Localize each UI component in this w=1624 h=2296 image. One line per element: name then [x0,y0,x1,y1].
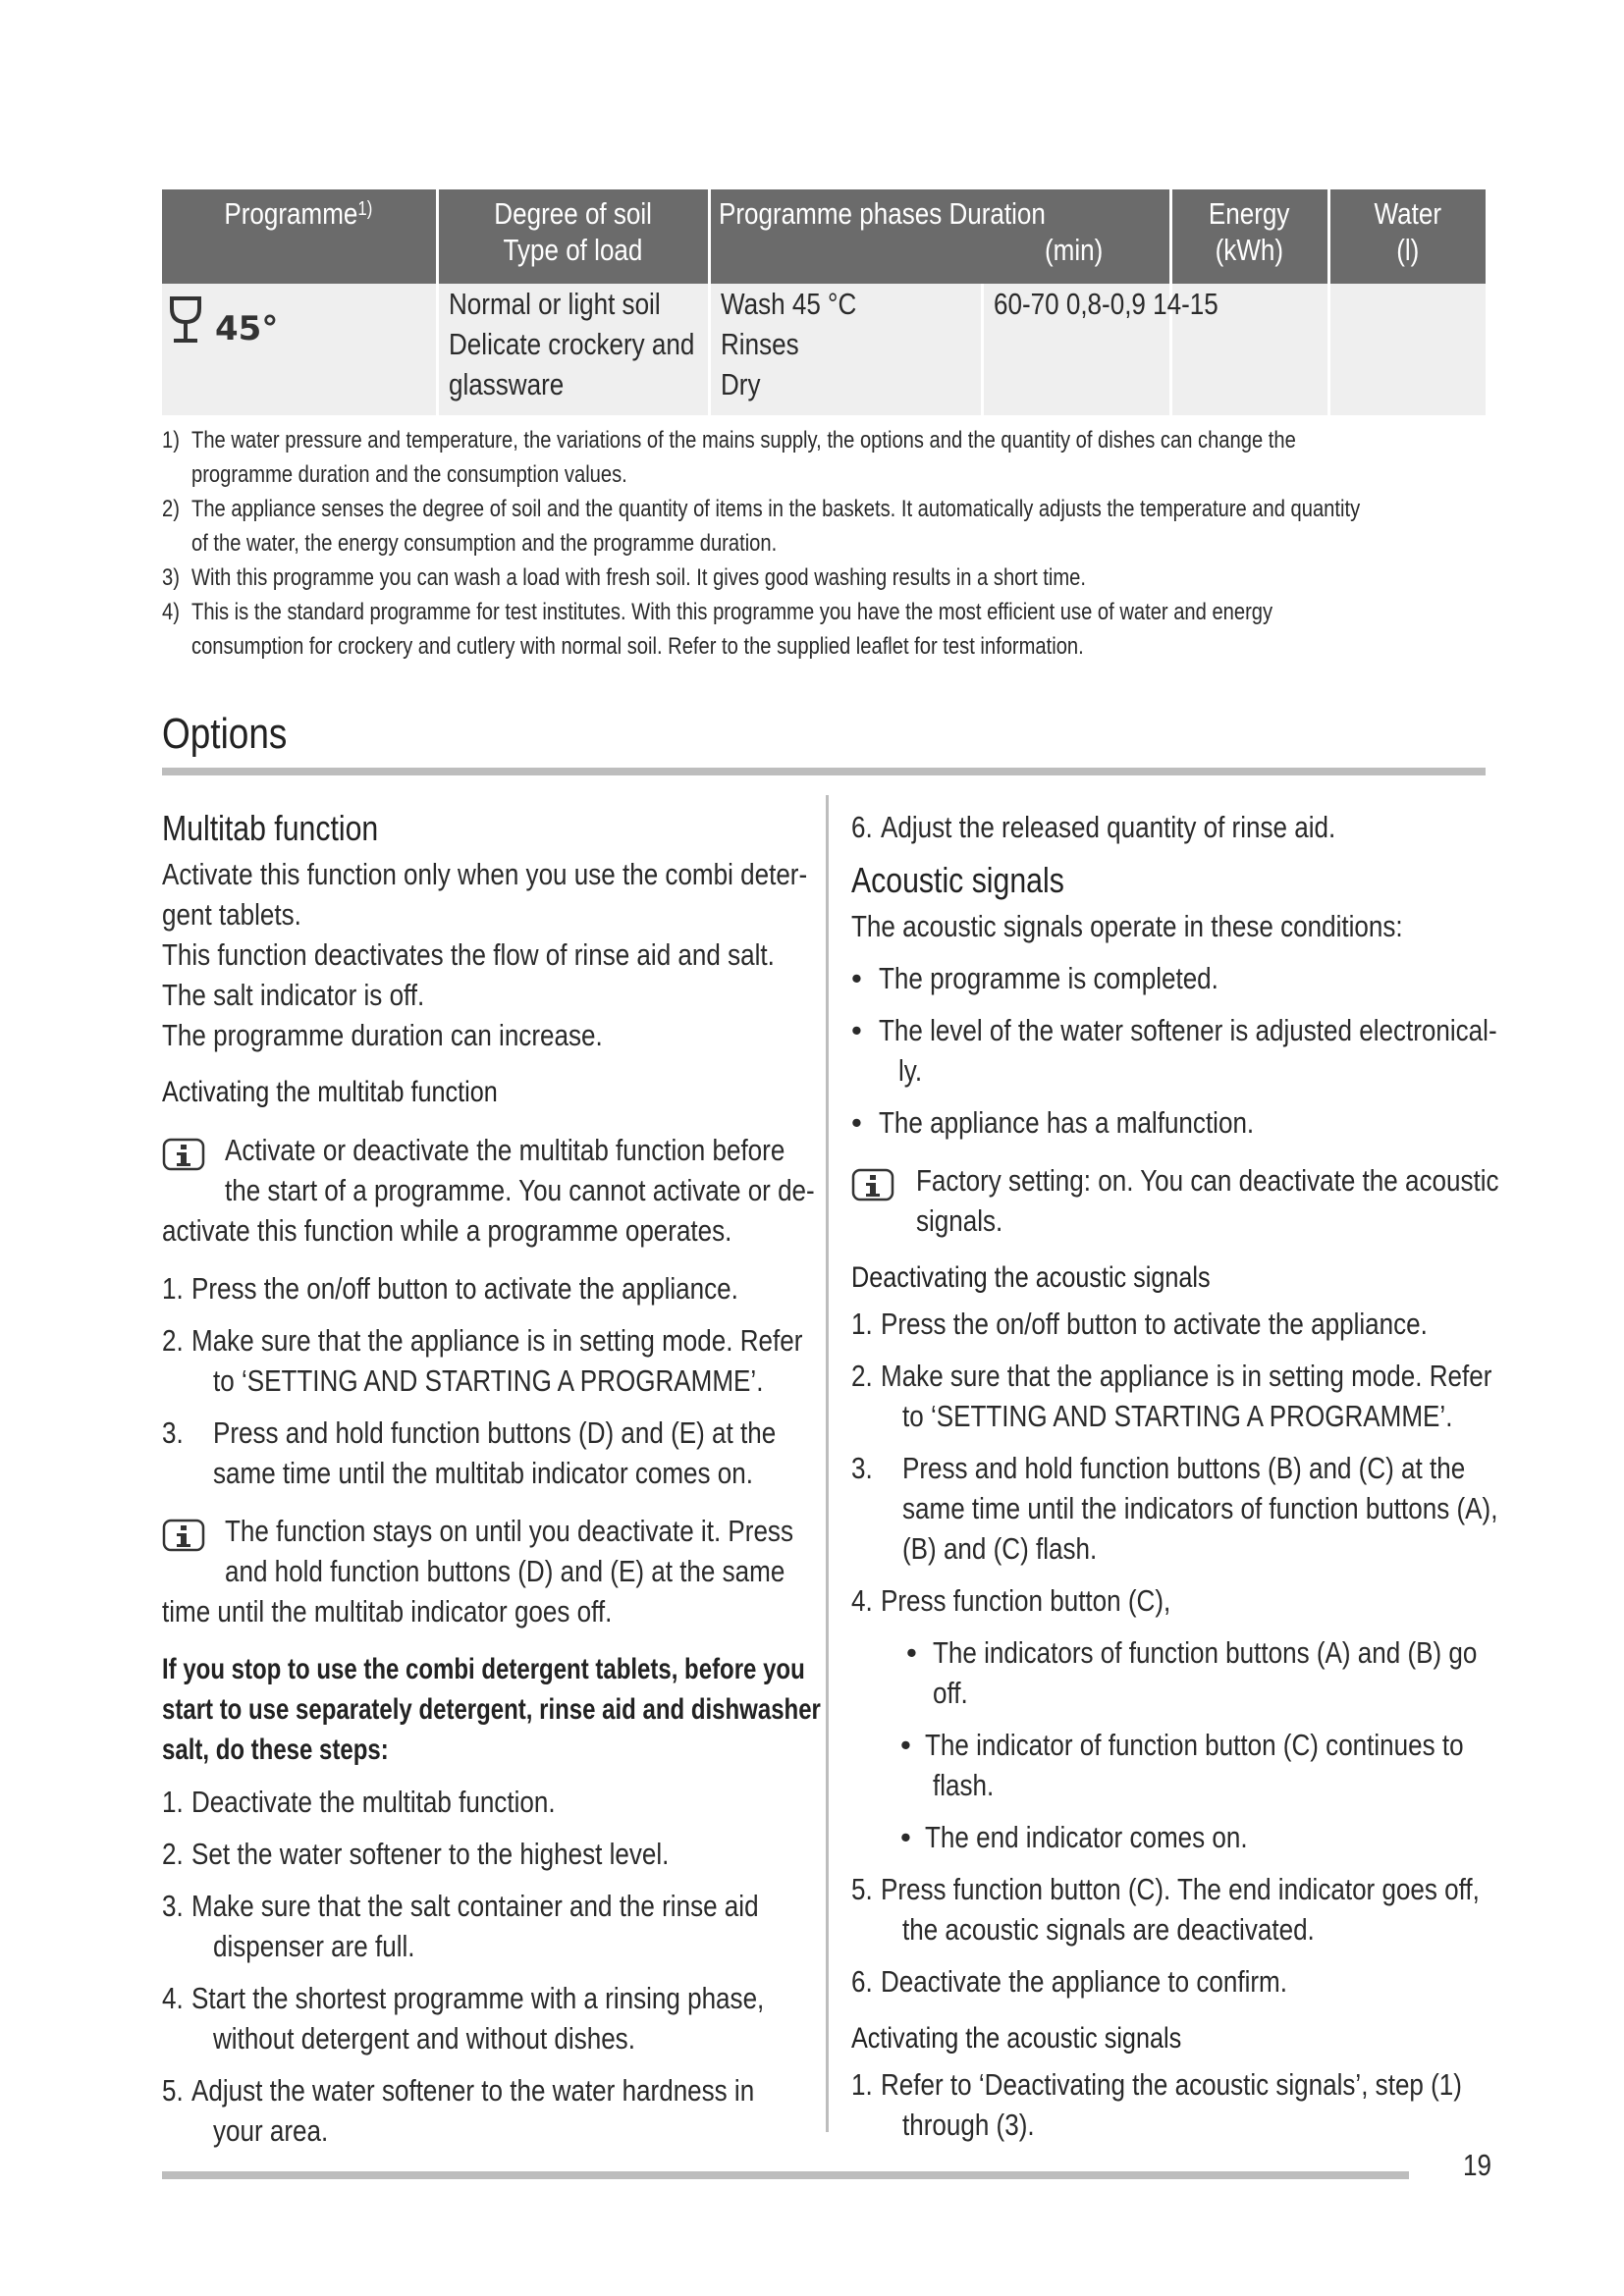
values-line: 60-70 0,8-0,9 14-15 [993,287,1218,321]
list-item: 2. Make sure that the appliance is in setting mode. Refer to ‘SETTING AND STARTING A PROGRAMME’. [851,1359,1492,1433]
table-header-row [162,189,1486,284]
list-item: 2. Set the water softener to the highest level. [162,1837,670,1871]
list-item: 1. Press the on/off button to activate the appliance. [851,1307,1428,1341]
soil-cell: Normal or light soil Delicate crockery and glassware [437,284,709,415]
info-note-1: Activate or deactivate the multitab function before the start of a programme. You cannot activate or de- activate this function while a programme operates. [162,1133,815,1248]
phases-cell: Wash 45 °C Rinses Dry [709,284,982,415]
list-item: 6. Deactivate the appliance to confirm. [851,1964,1287,1999]
multitab-intro: Activate this function only when you use the combi deter- gent tablets. This function deactivates the flow of rinse aid and salt. The salt indicator is off. The programme duration can increase. [162,857,808,1052]
footnote-4: 4) This is the standard programme for test institutes. With this programme you have the most efficient use of water and energy consumption for crockery and cutlery with normal soil. Refer to the supplied leaflet for test information. [162,599,1273,660]
header-degree-of-soil: Degree of soil Type of load [437,189,709,284]
footnote-3: 3) With this programme you can wash a load with fresh soil. It gives good washing results in a short time. [162,564,1086,591]
list-item: • The level of the water softener is adjusted electronical- ly. [851,1013,1497,1088]
footnote-1: 1) The water pressure and temperature, the variations of the mains supply, the options and the quantity of dishes can change the programme duration and the consumption values. [162,427,1296,488]
list-item: 1. Refer to ‘Deactivating the acoustic signals’, step (1) through (3). [851,2067,1462,2142]
section-rule [162,768,1486,775]
left-column [162,807,821,2151]
list-item: • The end indicator comes on. [900,1820,1248,1854]
list-item: 3. Press and hold function buttons (B) and (C) at the same time until the indicators of function buttons (A), (B) and (C) flash. [851,1451,1498,1566]
list-item: • The programme is completed. [851,961,1218,995]
list-item: 1. Deactivate the multitab function. [162,1785,556,1819]
programme-temperature: 45° [215,309,279,348]
activating-acoustic-heading: Activating the acoustic signals [851,2022,1182,2055]
info-icon [851,1168,894,1201]
combi-tablets-note: If you stop to use the combi detergent tablets, before you start to use separately detergent, rinse aid and dishwasher salt, do these steps: [162,1653,821,1766]
header-water: Water (l) [1328,189,1486,284]
list-item: • The indicators of function buttons (A) and (B) go off. [906,1635,1478,1710]
footer-rule [162,2171,1409,2179]
glass-icon [168,295,203,345]
activating-multitab-heading: Activating the multitab function [162,1076,498,1108]
header-programme: Programme$^{1)}$ [162,189,437,284]
list-item: 1. Press the on/off button to activate the appliance. [162,1271,738,1306]
list-item: 5. Press function button (C). The end indicator goes off, the acoustic signals are deactivated. [851,1872,1480,1947]
list-item: 4. Press function button (C), [851,1583,1171,1618]
info-note-2: The function stays on until you deactivate it. Press and hold function buttons (D) and (E) at the same time until the multitab indicator goes off. [162,1514,793,1629]
list-item: 6. Adjust the released quantity of rinse aid. [851,810,1336,844]
programme-cell [162,284,437,415]
multitab-heading: Multitab function [162,808,379,848]
table-row [162,284,1486,415]
header-energy: Energy (kWh) [1170,189,1328,284]
page-number: 19 [1463,2148,1491,2182]
deactivating-acoustic-heading: Deactivating the acoustic signals [851,1261,1211,1294]
list-item: 3. Press and hold function buttons (D) and (E) at the same time until the multitab indicator comes on. [162,1415,777,1490]
info-icon [162,1138,205,1171]
water-cell [1328,284,1486,415]
list-item: 5. Adjust the water softener to the water hardness in your area. [162,2073,755,2148]
list-item: 2. Make sure that the appliance is in setting mode. Refer to ‘SETTING AND STARTING A PROGRAMME’. [162,1323,803,1398]
header-phases-duration: Programme phases Duration (min) [709,189,1170,284]
footnote-2: 2) The appliance senses the degree of soil and the quantity of items in the baskets. It automatically adjusts the temperature and quantity of the water, the energy consumption and the programme duration. [162,496,1361,557]
list-item: • The indicator of function button (C) continues to flash. [900,1728,1464,1802]
acoustic-signals-heading: Acoustic signals [851,860,1064,900]
list-item: 4. Start the shortest programme with a rinsing phase, without detergent and without dishes. [162,1981,765,2056]
duration-cell [982,284,1218,415]
right-column [851,807,1499,2145]
acoustic-intro: The acoustic signals operate in these conditions: [851,909,1403,943]
list-item: 3. Make sure that the salt container and the rinse aid dispenser are full. [162,1889,759,1963]
info-icon [162,1519,205,1552]
list-item: • The appliance has a malfunction. [851,1105,1255,1140]
options-heading: Options [162,710,288,758]
programme-table [162,189,1486,415]
footnotes [162,423,1497,664]
info-note-3: Factory setting: on. You can deactivate the acoustic signals. [851,1160,1499,1241]
